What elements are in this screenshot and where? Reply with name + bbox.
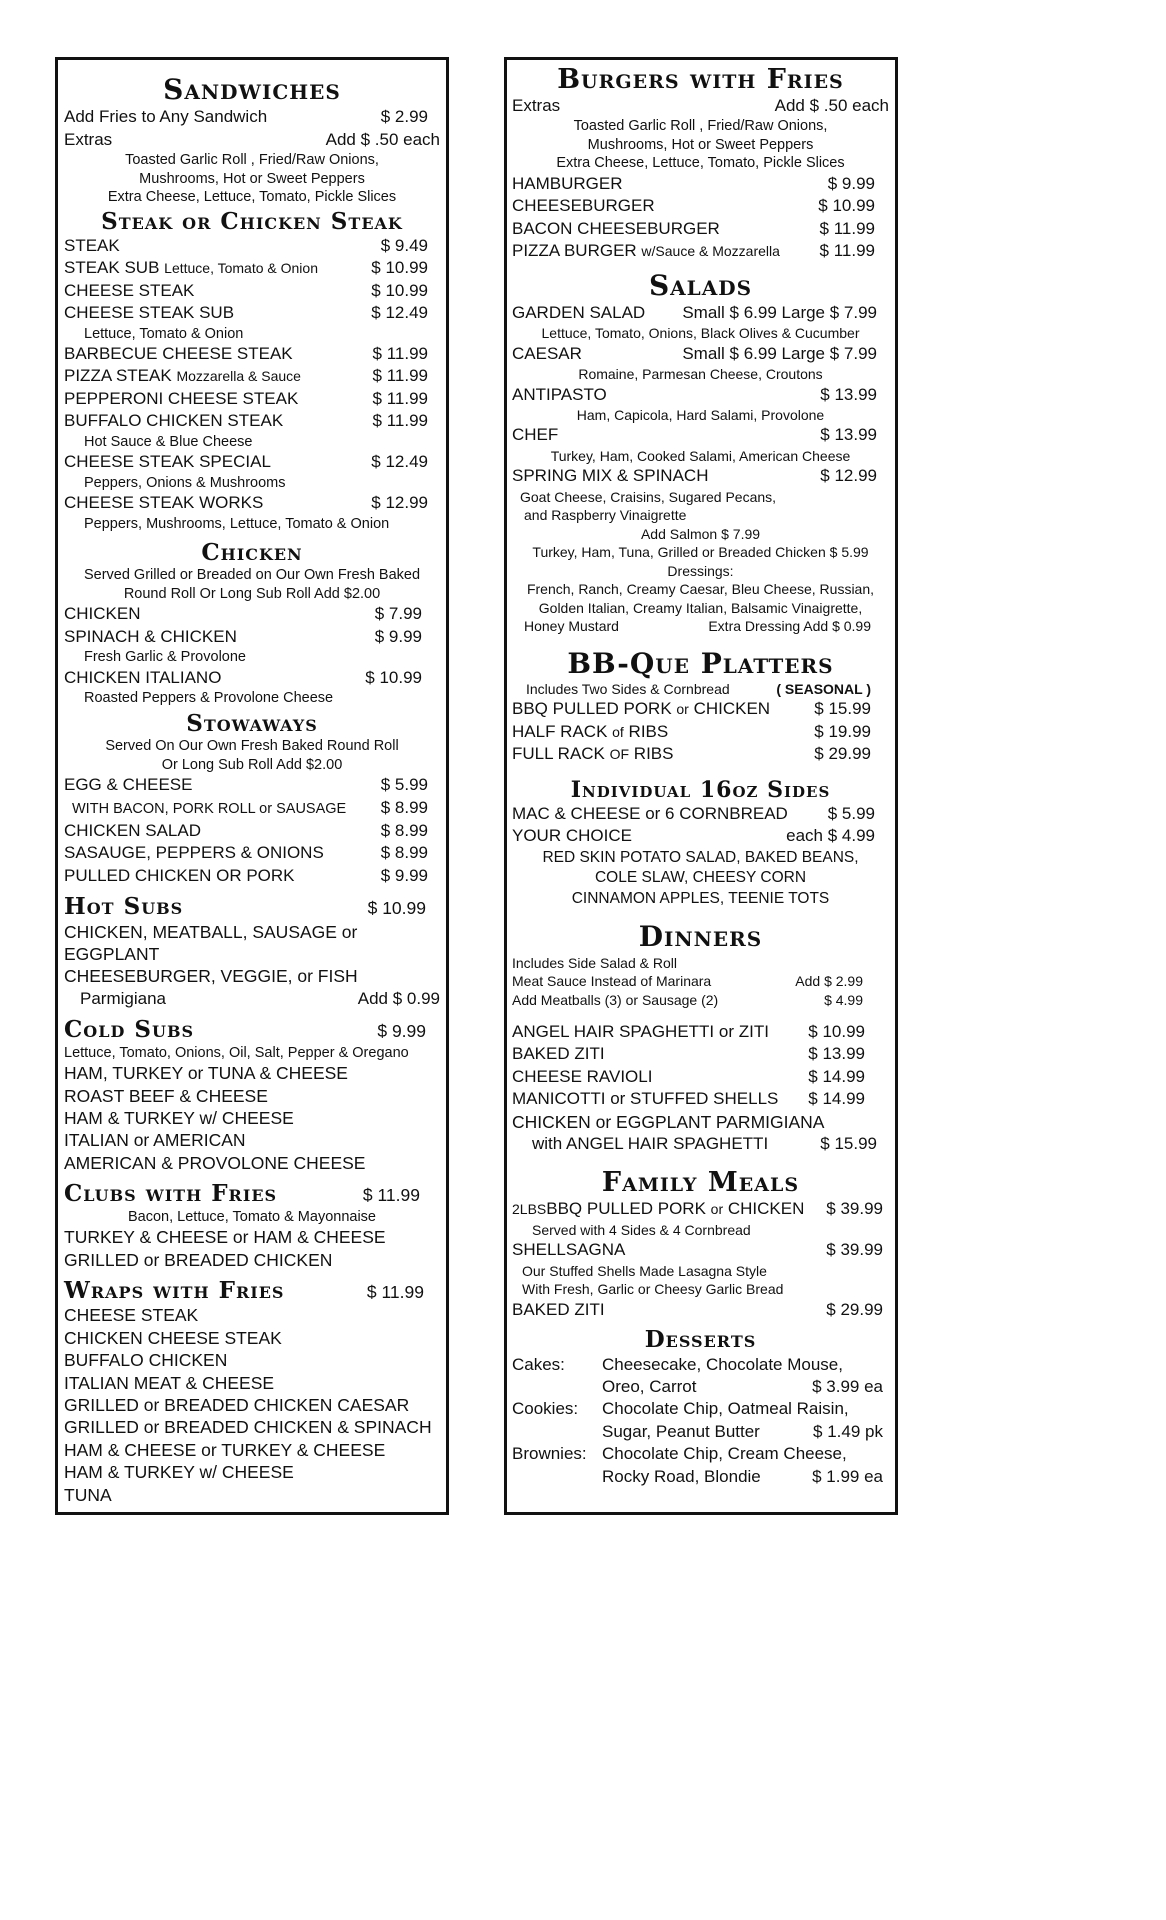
bbq-seasonal: ( SEASONAL ) [776,680,871,697]
dinners-parm-sub-price: $ 15.99 [820,1134,877,1154]
dressings-line-1: French, Ranch, Creamy Caesar, Bleu Cheese, Russian, [526,581,875,598]
bbq-item-2-name: FULL RACK OF RIBS [512,744,674,764]
chicken-item-0-name: CHICKEN [64,604,141,624]
chicken-item-1-sub: Fresh Garlic & Provolone [84,649,246,666]
dessert-row-1-label [512,1376,602,1398]
cold-subs-item-0: HAM, TURKEY or TUNA & CHEESE [64,1063,348,1084]
salad-item-1-name: CAESAR [512,343,582,363]
chicken-desc-1: Served Grilled or Breaded on Our Own Fresh Baked [83,567,421,584]
steak-item-1 [64,257,440,279]
family-item-0-mid: or [710,1201,724,1218]
dressings-label: Dressings: [667,562,734,579]
steak-item-3 [64,302,440,324]
wraps-item-1: CHICKEN CHEESE STEAK [64,1327,282,1348]
sides-item-1-name: YOUR CHOICE [512,826,632,846]
wraps-item-0: CHEESE STEAK [64,1305,199,1326]
stowaways-item-3-name: SASAUGE, PEPPERS & ONIONS [64,843,324,863]
dessert-row-2-text: Chocolate Chip, Oatmeal Raisin, [602,1399,849,1419]
family-item-1-price: $ 39.99 [826,1240,883,1260]
steak-item-5 [64,365,440,387]
salad-item-1-price: Small $ 6.99 Large $ 7.99 [682,343,877,363]
bbq-item-0-name: BBQ PULLED PORK or CHICKEN [512,699,771,719]
dinners-parm-line: CHICKEN or EGGPLANT PARMIGIANA [512,1111,825,1132]
stowaways-item-0 [64,774,440,796]
chicken-item-1-price: $ 9.99 [374,626,422,646]
dinner-item-2-name: CHEESE RAVIOLI [512,1066,653,1086]
add-fries-price: $ 2.99 [380,107,428,127]
stowaways-item-0-price: $ 5.99 [380,775,428,795]
left-menu-panel [55,57,449,1515]
desserts-list [512,1354,889,1488]
burger-item-0-name: HAMBURGER [512,173,623,193]
steak-heading: Steak or Chicken Steak [101,207,403,235]
salad-item-0-sub: Lettuce, Tomato, Onions, Black Olives & Cucumber [541,325,860,342]
salad-item-4 [512,465,889,487]
stowaways-desc-2: Or Long Sub Roll Add $2.00 [161,756,343,773]
steak-item-0 [64,235,440,257]
steak-item-6-price: $ 11.99 [372,388,428,408]
burger-item-1 [512,195,889,217]
steak-item-7-price: $ 11.99 [372,411,428,431]
burger-item-0-price: $ 9.99 [827,173,875,193]
wraps-item-5: GRILLED or BREADED CHICKEN & SPINACH [64,1417,432,1438]
clubs-item-1: GRILLED or BREADED CHICKEN [64,1249,333,1270]
spring-sub-2: and Raspberry Vinaigrette [524,507,687,524]
dessert-row-4 [512,1443,889,1465]
salad-item-4-name: SPRING MIX & SPINACH [512,466,709,486]
salad-item-2-sub: Ham, Capicola, Hard Salami, Provolone [576,406,825,423]
salads-list [512,302,889,507]
steak-item-0-name: STEAK [64,235,120,255]
salmon-line: Add Salmon $ 7.99 [640,525,761,542]
cold-subs-header [64,1017,440,1043]
wraps-item-6: HAM & CHEESE or TURKEY & CHEESE [64,1439,386,1460]
bbq-item-1 [512,721,889,743]
steak-item-7-name: BUFFALO CHICKEN STEAK [64,411,284,431]
wraps-item-8: TUNA [64,1484,112,1505]
desserts-heading: Desserts [644,1326,757,1354]
bbq-item-0-price: $ 15.99 [814,699,871,719]
cold-subs-list [64,1062,440,1174]
steak-item-9-name: CHEESE STEAK WORKS [64,493,264,513]
dessert-row-0-label: Cakes: [512,1354,565,1374]
clubs-desc: Bacon, Lettuce, Tomato & Mayonnaise [128,1208,376,1225]
clubs-price: $ 11.99 [362,1185,420,1206]
hot-subs-line-2: CHEESEBURGER, VEGGIE, or FISH [64,966,358,987]
wraps-price: $ 11.99 [366,1281,424,1302]
cold-subs-item-4: AMERICAN & PROVOLONE CHEESE [64,1152,366,1173]
sides-heading: Individual 16oz Sides [570,776,831,803]
steak-item-2-price: $ 10.99 [371,280,428,300]
salad-item-3-price: $ 13.99 [820,425,877,445]
cold-subs-item-1: ROAST BEEF & CHEESE [64,1085,268,1106]
family-item-2 [512,1299,889,1321]
hot-subs-parm-row [64,988,440,1010]
stowaways-item-1-name: WITH BACON, PORK ROLL or SAUSAGE [72,800,347,817]
burger-extras-row [512,95,889,117]
family-item-0 [512,1198,889,1220]
dinner-item-0-price: $ 10.99 [808,1022,865,1041]
stowaways-item-0-name: EGG & CHEESE [64,775,193,795]
sides-item-0 [512,803,889,825]
dessert-row-5-label [512,1466,602,1488]
family-item-0-name: 2LBSBBQ PULLED PORK or CHICKEN [512,1199,805,1219]
dinner-item-3 [512,1088,889,1110]
dessert-row-1-text: Oreo, Carrot [602,1377,697,1397]
bbq-item-0 [512,698,889,720]
chicken-item-1-name: SPINACH & CHICKEN [64,626,237,646]
chicken-list [64,603,440,707]
steak-item-5-note: Mozzarella & Sauce [176,368,301,385]
dessert-row-5-text: Rocky Road, Blondie [602,1466,761,1486]
dessert-row-5 [512,1466,889,1488]
chicken-item-2-sub: Roasted Peppers & Provolone Cheese [84,690,334,707]
burger-item-1-name: CHEESEBURGER [512,196,655,216]
bbq-includes-row [512,680,889,699]
wraps-list [64,1304,440,1506]
extras-price: Add $ .50 each [325,129,440,149]
chicken-item-0 [64,603,440,625]
sides-item-1 [512,825,889,847]
chicken-item-2 [64,667,440,689]
steak-item-7 [64,410,440,432]
burger-item-3-note: w/Sauce & Mozzarella [641,243,780,260]
dessert-row-0-text: Cheesecake, Chocolate Mouse, [602,1354,843,1374]
hot-subs-heading: Hot Subs [64,893,184,921]
hot-subs-header [64,894,440,920]
steak-item-1-price: $ 10.99 [371,258,428,278]
stowaways-item-3-price: $ 8.99 [380,843,428,863]
cold-subs-item-2: HAM & TURKEY w/ CHEESE [64,1107,294,1128]
burger-item-3-name: PIZZA BURGER w/Sauce & Mozzarella [512,241,780,261]
burger-item-3 [512,240,889,262]
salad-item-2-price: $ 13.99 [820,384,877,404]
steak-item-8-name: CHEESE STEAK SPECIAL [64,452,271,472]
family-item-0-qty: 2LBS [512,1201,547,1218]
steak-item-9-sub: Peppers, Mushrooms, Lettuce, Tomato & Onion [84,515,390,532]
salad-item-1-sub: Romaine, Parmesan Cheese, Croutons [578,366,823,383]
burger-extras-list-1: Toasted Garlic Roll , Fried/Raw Onions, [573,118,828,135]
bbq-item-2-mid: OF [609,746,630,763]
dinners-heading: Dinners [638,920,763,954]
add-fries-label: Add Fries to Any Sandwich [64,107,268,127]
bbq-item-1-price: $ 19.99 [814,721,871,741]
dessert-row-3-label [512,1421,602,1443]
dessert-row-1-price: $ 3.99 ea [812,1377,883,1397]
dinner-addon-1-label: Add Meatballs (3) or Sausage (2) [512,991,719,1008]
sides-item-0-name: MAC & CHEESE or 6 CORNBREAD [512,804,788,823]
dessert-row-3 [512,1421,889,1443]
bbq-item-1-mid: of [612,723,624,740]
stowaways-item-1 [64,797,440,820]
steak-item-4 [64,343,440,365]
dessert-row-2-label: Cookies: [512,1399,579,1419]
cold-subs-desc: Lettuce, Tomato, Onions, Oil, Salt, Pepper & Oregano [64,1044,409,1061]
dessert-row-2-price [883,1398,889,1420]
cold-subs-price: $ 9.99 [377,1021,426,1042]
extras-list-2: Mushrooms, Hot or Sweet Peppers [139,170,365,187]
salad-item-0-price: Small $ 6.99 Large $ 7.99 [682,302,877,322]
dinner-item-3-name: MANICOTTI or STUFFED SHELLS [512,1089,779,1109]
bbq-heading: BB-Que Platters [567,646,834,680]
burger-item-2-price: $ 11.99 [819,218,875,238]
wraps-header [64,1278,440,1304]
stowaways-desc-1: Served On Our Own Fresh Baked Round Roll [105,738,399,755]
protein-line: Turkey, Ham, Tuna, Grilled or Breaded Chicken $ 5.99 [532,544,869,561]
wraps-item-3: ITALIAN MEAT & CHEESE [64,1372,275,1393]
sides-choices-1: RED SKIN POTATO SALAD, BAKED BEANS, [542,848,859,866]
steak-item-8-price: $ 12.49 [371,452,428,472]
dinner-item-1-name: BAKED ZITI [512,1044,605,1064]
burger-extras-label: Extras [512,96,561,116]
burger-item-0 [512,173,889,195]
dinners-parm-sub-row [512,1133,889,1155]
steak-item-7-sub: Hot Sauce & Blue Cheese [84,433,253,450]
dinner-item-2 [512,1066,889,1088]
steak-item-4-name: BARBECUE CHEESE STEAK [64,344,293,364]
steak-item-9-price: $ 12.99 [371,493,428,513]
chicken-item-2-name: CHICKEN ITALIANO [64,667,222,687]
family-item-1 [512,1239,889,1261]
dinner-item-3-price: $ 14.99 [808,1089,865,1109]
bbq-includes: Includes Two Sides & Cornbread [526,680,730,697]
honey-mustard-text: Honey Mustard [524,618,619,635]
sandwiches-heading: Sandwiches [163,73,341,106]
steak-item-8 [64,451,440,473]
burger-extras-list-2: Mushrooms, Hot or Sweet Peppers [587,136,814,153]
chicken-item-0-price: $ 7.99 [374,604,422,624]
family-item-2-price: $ 29.99 [826,1299,883,1319]
salad-item-0-name: GARDEN SALAD [512,302,646,322]
dessert-row-2 [512,1398,889,1420]
stowaways-item-2-price: $ 8.99 [380,820,428,840]
hot-subs-parm-label: Parmigiana [80,988,166,1008]
dinner-addon-0-label: Meat Sauce Instead of Marinara [512,973,712,989]
extras-list-3: Extra Cheese, Lettuce, Tomato, Pickle Slices [107,189,397,205]
steak-item-8-sub: Peppers, Onions & Mushrooms [84,474,286,491]
salad-item-0 [512,302,889,324]
burger-item-1-price: $ 10.99 [818,196,875,216]
chicken-heading: Chicken [201,539,303,566]
bbq-item-2-price: $ 29.99 [814,744,871,764]
wraps-item-7: HAM & TURKEY w/ CHEESE [64,1462,294,1483]
stowaways-item-4-name: PULLED CHICKEN OR PORK [64,865,295,885]
dessert-row-3-text: Sugar, Peanut Butter [602,1421,760,1441]
stowaways-item-3 [64,842,440,864]
dessert-row-4-price [883,1443,889,1465]
steak-item-6-name: PEPPERONI CHEESE STEAK [64,388,299,408]
stowaways-list [64,774,440,887]
chicken-item-1 [64,626,440,648]
dessert-row-5-price: $ 1.99 ea [812,1466,883,1486]
stowaways-item-4-price: $ 9.99 [380,865,428,885]
dessert-row-1 [512,1376,889,1398]
dinner-item-0-name: ANGEL HAIR SPAGHETTI or ZITI [512,1022,769,1041]
dinner-addon-0 [512,972,889,991]
sides-choices-2: COLE SLAW, CHEESY CORN [594,869,807,887]
dressings-line-2: Golden Italian, Creamy Italian, Balsamic Vinaigrette, [538,599,863,616]
family-list [512,1198,889,1321]
steak-item-3-name: CHEESE STEAK SUB [64,303,235,323]
family-item-0-sub: Served with 4 Sides & 4 Cornbread [532,1221,751,1238]
steak-item-4-price: $ 11.99 [372,344,428,364]
dinner-addon-0-price: Add $ 2.99 [795,973,863,989]
salad-item-4-sub: Goat Cheese, Craisins, Sugared Pecans, [520,488,777,505]
burger-extras-list-3: Extra Cheese, Lettuce, Tomato, Pickle Slices [556,155,845,172]
bbq-item-1-name: HALF RACK of RIBS [512,721,669,741]
wraps-item-2: BUFFALO CHICKEN [64,1350,228,1371]
steak-item-1-note: Lettuce, Tomato & Onion [164,260,318,277]
cold-subs-heading: Cold Subs [64,1016,195,1044]
burger-extras-price: Add $ .50 each [774,96,889,116]
add-fries-row [64,106,440,128]
burger-item-2-name: BACON CHEESEBURGER [512,218,720,238]
steak-item-5-price: $ 11.99 [372,366,428,386]
wraps-item-4: GRILLED or BREADED CHICKEN CAESAR [64,1394,410,1415]
steak-item-9 [64,492,440,514]
family-item-1-sub: Our Stuffed Shells Made Lasagna Style [522,1262,767,1279]
clubs-header [64,1181,440,1207]
chicken-desc-2: Round Roll Or Long Sub Roll Add $2.00 [123,585,381,602]
dinners-includes: Includes Side Salad & Roll [512,954,677,971]
clubs-item-0: TURKEY & CHEESE or HAM & CHEESE [64,1227,386,1248]
salad-item-3-sub: Turkey, Ham, Cooked Salami, American Cheese [550,447,851,464]
dessert-row-0 [512,1354,889,1376]
hot-subs-parm-price: Add $ 0.99 [357,988,440,1008]
dinners-parm-sub-name: with ANGEL HAIR SPAGHETTI [532,1134,769,1154]
salad-item-1 [512,343,889,365]
dessert-row-0-price [883,1354,889,1376]
sides-list [512,803,889,848]
dinner-item-0 [512,1021,889,1043]
clubs-list [64,1226,440,1271]
steak-item-6 [64,388,440,410]
family-heading: Family Meals [601,1167,800,1199]
steak-item-2-name: CHEESE STEAK [64,280,195,300]
steak-item-2 [64,280,440,302]
dessert-row-4-label: Brownies: [512,1444,587,1464]
hot-subs-line-1: CHICKEN, MEATBALL, SAUSAGE or EGGPLANT [64,921,358,964]
extras-list-1: Toasted Garlic Roll , Fried/Raw Onions, [125,152,379,168]
bbq-item-2 [512,743,889,765]
dressings-line-3 [512,617,889,636]
salad-item-3 [512,424,889,446]
stowaways-item-2-name: CHICKEN SALAD [64,820,201,840]
dinner-item-2-price: $ 14.99 [808,1066,865,1086]
dinner-item-1-price: $ 13.99 [808,1044,865,1064]
sides-item-1-price: each $ 4.99 [786,826,875,846]
sides-item-0-price: $ 5.99 [827,804,875,823]
burger-item-2 [512,218,889,240]
bbq-item-0-mid: or [676,701,689,718]
steak-item-1-name: STEAK SUB Lettuce, Tomato & Onion [64,258,318,278]
steak-item-5-name: PIZZA STEAK Mozzarella & Sauce [64,366,301,386]
extra-dressing-text: Extra Dressing Add $ 0.99 [708,618,871,635]
steak-item-3-price: $ 12.49 [371,303,428,323]
salads-heading: Salads [648,268,753,302]
dinners-list [512,1021,889,1111]
family-item-0-price: $ 39.99 [826,1199,883,1219]
salad-item-2-name: ANTIPASTO [512,384,607,404]
hot-subs-price: $ 10.99 [367,898,426,919]
wraps-heading: Wraps with Fries [64,1276,285,1304]
salad-item-4-price: $ 12.99 [820,466,877,486]
clubs-heading: Clubs with Fries [64,1180,278,1208]
dinner-addon-1-price: $ 4.99 [824,991,863,1008]
dinners-addons [512,972,889,1009]
right-menu-panel [504,57,898,1515]
dinner-item-1 [512,1043,889,1065]
steak-list [64,235,440,533]
extras-label: Extras [64,129,113,149]
extras-row [64,129,440,151]
burgers-heading: Burgers with Fries [557,64,844,95]
stowaways-item-2 [64,820,440,842]
dessert-row-4-text: Chocolate Chip, Cream Cheese, [602,1444,847,1464]
sides-choices-3: CINNAMON APPLES, TEENIE TOTS [571,889,830,907]
cold-subs-item-3: ITALIAN or AMERICAN [64,1130,246,1151]
burger-item-3-price: $ 11.99 [819,241,875,261]
family-item-1-sub-2: With Fresh, Garlic or Cheesy Garlic Bread [522,1281,784,1298]
burgers-list [512,173,889,263]
dessert-row-3-price: $ 1.49 pk [813,1421,883,1441]
family-item-1-name: SHELLSAGNA [512,1240,626,1260]
steak-item-3-sub: Lettuce, Tomato & Onion [84,325,244,342]
stowaways-item-4 [64,865,440,887]
family-item-2-name: BAKED ZITI [512,1299,605,1319]
salad-item-2 [512,384,889,406]
salad-item-3-name: CHEF [512,425,559,445]
bbq-list [512,698,889,765]
stowaways-heading: Stowaways [186,709,318,737]
dinner-addon-1 [512,991,889,1010]
stowaways-item-1-price: $ 8.99 [380,797,428,817]
steak-item-0-price: $ 9.49 [380,235,428,255]
chicken-item-2-price: $ 10.99 [365,667,422,687]
